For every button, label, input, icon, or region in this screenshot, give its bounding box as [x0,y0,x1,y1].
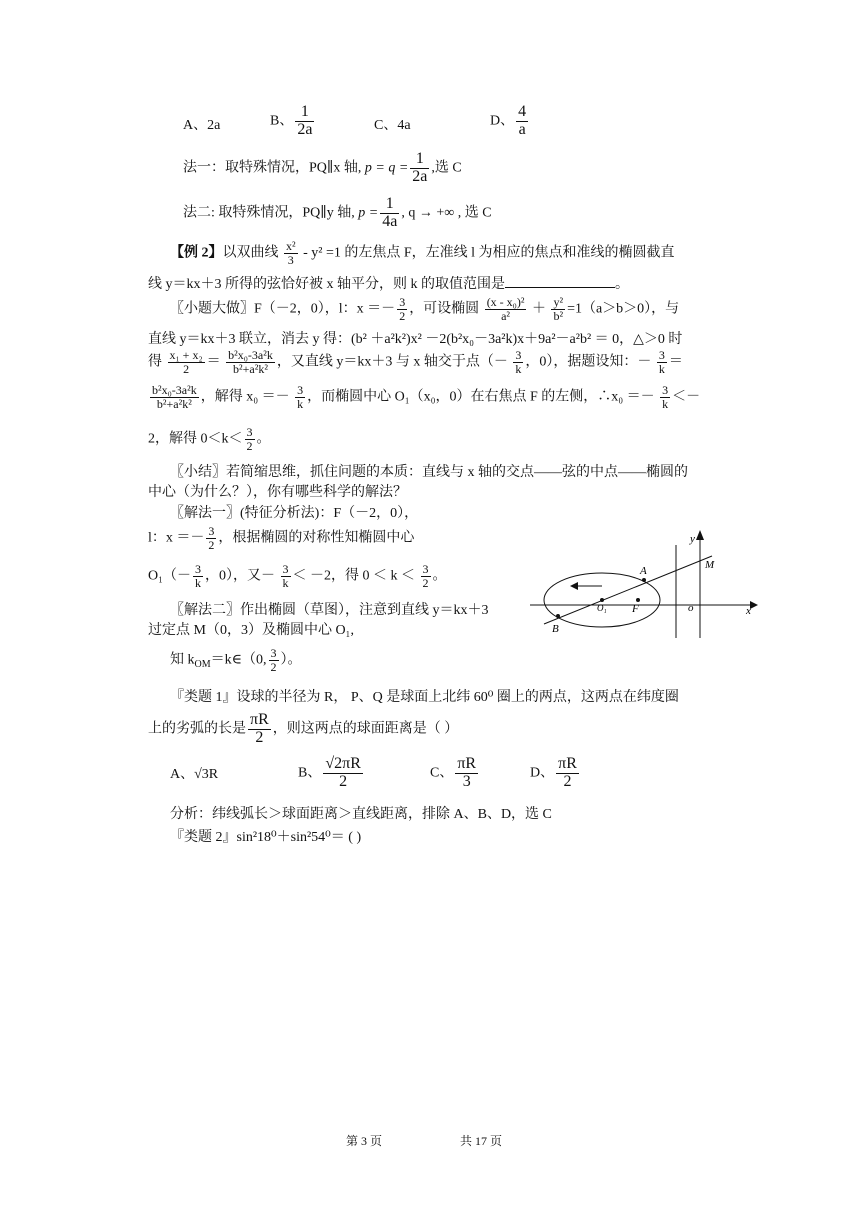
page-number: 第 3 页 [346,1134,383,1148]
type-1-line-1: 『类题 1』设球的半径为 R， P、Q 是球面上北纬 60⁰ 圈上的两点，这两点在纬度圈 [170,690,679,705]
label-a: A [640,565,647,577]
type-1-analysis: 分析：纬线弧长＞球面距离＞直线距离，排除 A、B、D，选 C [170,807,552,822]
point-a [642,578,646,582]
solution-2-line-3: 知 $k_{OM}=k\in(0$, $\frac{3}{2}$ ）。 [170,646,302,674]
solution-1-line-1: 〖解法一〗(特征分析法)：F（－2，0）， [170,506,419,521]
option-d: D、 $\frac{4}{a}$ [490,103,527,138]
type-1-option-c: C、 $\frac{\pi R}{3}$ [430,755,477,790]
x-axis-arrow [750,601,758,609]
example-2-line-2: 线 y＝kx＋3 所得的弦恰好被 x 轴平分，则 k 的取值范围是 。 [148,277,629,292]
label-f: F [632,603,639,615]
analysis-line-3: 得 $\frac{\text{x₁ + x₂}}{2}$ ＝ $\frac{\text{b²x₀-3a²k}}{\text{b²+a²k²}}$ ，又直线 y＝kx＋3 与 x 轴交于点（－ $\frac{3}{k}$ ，0），据题设知：－ $\frac{3}{k}$ ＝ [148,348,683,376]
option-a: A、2a [183,118,221,133]
type-1-option-d: D、 $\frac{\pi R}{2}$ [530,755,577,790]
y-axis-arrow [696,530,704,540]
example-2-line-1: 【例 2】以双曲线 $\frac{\text{x²}}{3}$ - y² =1 的左焦点 F，左准线 l 为相应的焦点和准线的椭圆截直 [170,239,675,267]
label-y: y [690,533,695,545]
chord-line [544,556,712,624]
summary-line-2: 中心（为什么？），你有哪些科学的解法？ [148,485,407,500]
solution-2-line-1: 〖解法二〗作出椭圆（草图），注意到直线 y＝kx＋3 [170,603,489,618]
type-2-line-1: 『类题 2』sin²18⁰＋sin²54⁰＝ ( ) [170,830,362,845]
option-b: B、 $\frac{1}{2a}$ [270,103,313,138]
label-m: M [705,559,715,571]
method-two: 法二: 取特殊情况，PQ∥y 轴, p = $\frac{1}{4a}$ , q → +∞ , 选 C [183,195,492,230]
point-f [636,598,640,602]
page-total: 共 17 页 [460,1134,503,1148]
point-o1 [600,598,604,602]
type-1-line-2: 上的劣弧的长是 $\frac{\pi R}{2}$ ，则这两点的球面距离是（ ） [148,711,459,746]
type-1-option-a: A、√3R [170,767,219,782]
analysis-line-4: $\frac{\text{b²x₀-3a²k}}{\text{b²+a²k²}}$ ，解得 x₀ ＝－ $\frac{3}{k}$ ，而椭圆中心 O₁（x₀，0）在右焦点 F 的左侧，∴x₀ ＝－ $\frac{3}{k}$ ＜－ [152,383,701,411]
answer-blank [505,275,615,288]
solution-2-line-2: 过定点 M（0，3）及椭圆中心 O₁, [148,623,354,638]
analysis-line-5: 2，解得 0＜k＜ $\frac{3}{2}$ 。 [148,425,271,453]
ellipse-sketch-figure [530,530,770,640]
type-1-option-b: B、 $\frac{√2\pi R}{2}$ [298,755,361,790]
label-b: B [552,623,559,635]
method-one: 法一：取特殊情况，PQ∥x 轴, p = q = $\frac{1}{2a}$ ,选 C [183,150,462,185]
solution-1-line-2: l：x ＝－ $\frac{3}{2}$ ，根据椭圆的对称性知椭圆中心 [148,524,415,552]
label-o1: O₁ [597,603,607,613]
summary-line-1: 〖小结〗若简缩思维，抓住问题的本质：直线与 x 轴的交点——弦的中点——椭圆的 [170,465,688,480]
analysis-line-1: 〖小题大做〗F（－2，0），l：x ＝－ $\frac{3}{2}$ ，可设椭圆 $\frac{\text{(x - x₀)²}}{\text{a²}}$ ＋ $\frac{\text{y²}}{\text{b²}}$ =1（a＞b＞0），与 [170,295,680,323]
arrowhead [570,582,578,590]
label-x: x [746,605,751,617]
label-o: o [688,602,694,614]
analysis-line-2: 直线 y＝kx＋3 联立，消去 y 得：(b² ＋a²k²)x² －2(b²x₀－3a²k)x＋9a²－a²b² ＝ 0，△＞0 时 [148,332,683,347]
option-c: C、4a [374,118,411,133]
solution-1-line-3: O₁（－ $\frac{3}{k}$ ，0），又－ $\frac{3}{k}$ ＜ －2，得 0 ＜ k ＜ $\frac{3}{2}$ 。 [148,562,447,590]
point-b [556,614,560,618]
